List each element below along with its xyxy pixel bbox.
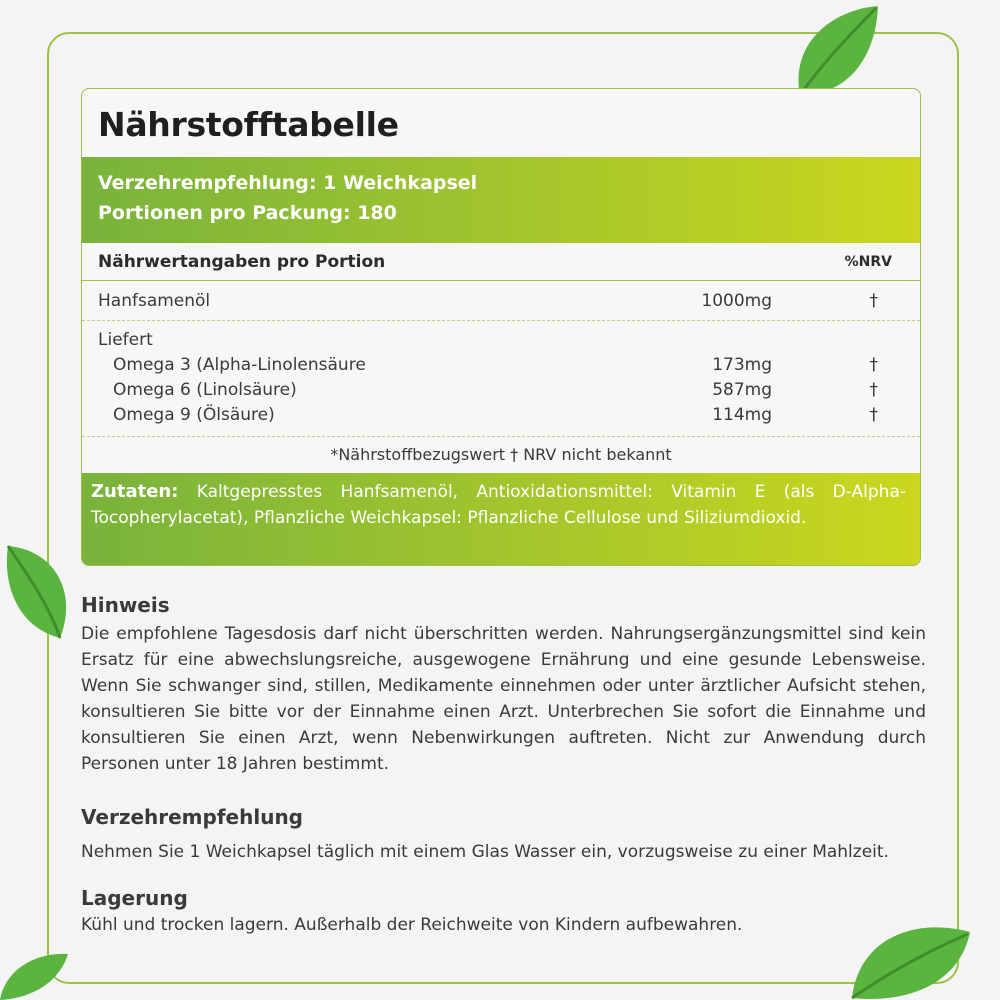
section-lagerung (81, 886, 926, 938)
header-label: Nährwertangaben pro Portion (98, 252, 386, 272)
verzehr-title: Verzehrempfehlung (81, 805, 303, 829)
footnote: *Nährstoffbezugswert † NRV nicht bekannt (330, 445, 672, 464)
hinweis-text: Die empfohlene Tagesdosis darf nicht überschritten werden. Nahrungsergänzungsmittel sind kein Ersatz für eine abwechslungsreiche, ausgewogene Ernährung und eine gesunde Lebensweise. Wenn Sie schwanger sind, stillen, Medikamente einnehmen oder unter ärztlicher Aufsicht stehen, konsultieren Sie bitte vor der Einnahme einen Arzt. Unterbrechen Sie sofort die Einnahme und konsultieren Sie einen Arzt, wenn Nebenwirkungen auftreten. Nicht zur Anwendung durch Personen unter 18 Jahren bestimmt. (81, 624, 926, 774)
oil-nrv: † (869, 291, 878, 311)
omega6-name: Omega 6 (Linolsäure) (113, 380, 297, 400)
oil-amount: 1000mg (701, 291, 772, 311)
table-header-row (82, 243, 920, 281)
lagerung-title: Lagerung (81, 886, 188, 910)
section-verzehr (81, 805, 926, 865)
leaf-icon-left (0, 538, 80, 648)
table-title: Nährstofftabelle (98, 105, 399, 144)
nutrition-table (81, 88, 921, 566)
table-row-delivers (82, 321, 920, 437)
omega9-amount: 114mg (712, 405, 772, 425)
portions-per-pack: Portionen pro Packung: 180 (98, 202, 397, 224)
omega6-amount: 587mg (712, 380, 772, 400)
omega3-amount: 173mg (712, 355, 772, 375)
table-row-oil (82, 281, 920, 321)
omega6-nrv: † (869, 380, 878, 400)
delivers-label: Liefert (98, 330, 153, 350)
ingredients-band (82, 473, 920, 566)
lagerung-text: Kühl und trocken lagern. Außerhalb der Reichweite von Kindern aufbewahren. (81, 915, 743, 935)
ingredients-text: Kaltgepresstes Hanfsamenöl, Antioxidationsmittel: Vitamin E (als D-Alpha-Tocopherylacetat), Pflanzliche Weichkapsel: Pflanzliche Cellulose und Siliziumdioxid. (91, 482, 906, 528)
hinweis-title: Hinweis (81, 593, 170, 617)
omega3-name: Omega 3 (Alpha-Linolensäure (113, 355, 366, 375)
verzehr-text: Nehmen Sie 1 Weichkapsel täglich mit einem Glas Wasser ein, vorzugsweise zu einer Mahlzeit. (81, 842, 889, 862)
serving-band (82, 157, 920, 243)
omega9-nrv: † (869, 405, 878, 425)
oil-name: Hanfsamenöl (98, 291, 211, 311)
serving-recommendation: Verzehrempfehlung: 1 Weichkapsel (98, 172, 478, 194)
section-hinweis (81, 593, 926, 777)
header-nrv: %NRV (844, 254, 892, 270)
omega9-name: Omega 9 (Ölsäure) (113, 405, 275, 425)
ingredients-label: Zutaten: (91, 481, 179, 502)
omega3-nrv: † (869, 355, 878, 375)
leaf-icon-bottom-left (0, 950, 70, 1000)
